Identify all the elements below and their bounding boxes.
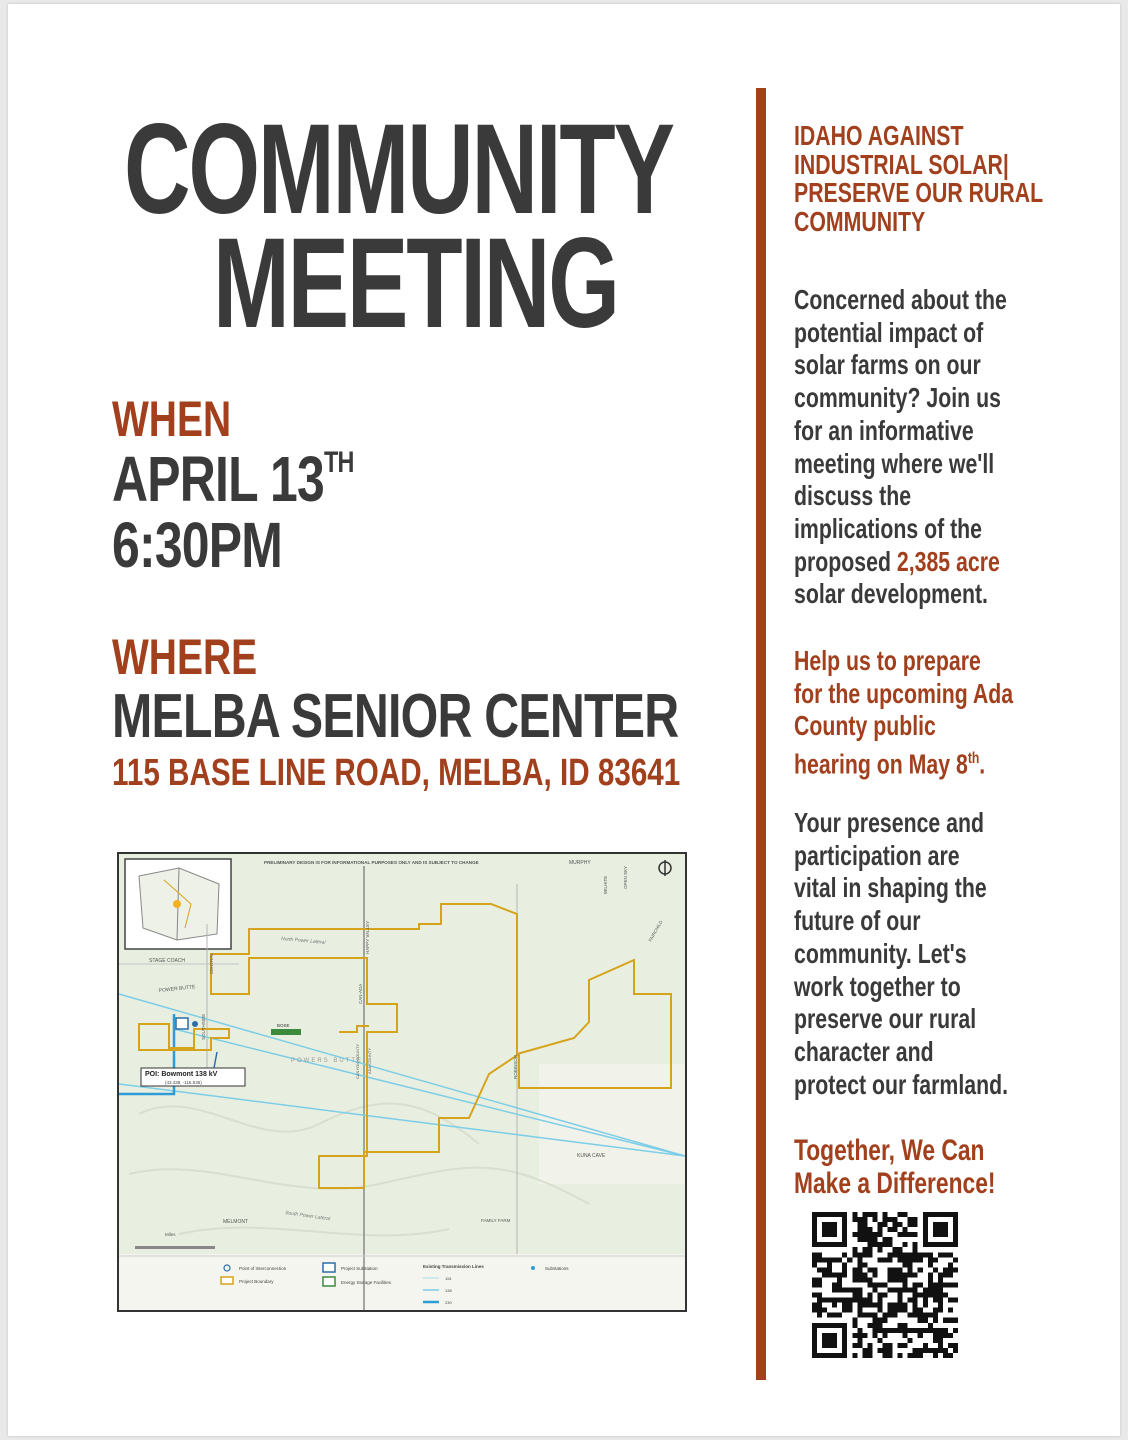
meeting-date: [112, 442, 354, 516]
poi-label: POI: Bowmont 138 kV: [145, 1071, 218, 1078]
concern-line: solar farms on our: [794, 349, 981, 381]
date-suffix: TH: [324, 446, 354, 479]
help-line: for the upcoming Ada: [794, 677, 1014, 709]
energy-storage-facility: [271, 1029, 301, 1035]
concern-line: meeting where we'll: [794, 447, 995, 479]
label-north-power-lateral: North Power Lateral: [280, 936, 326, 946]
concern-line: [794, 546, 1022, 579]
title-line-2: MEETING: [213, 212, 618, 355]
concern-line: solar development.: [794, 578, 988, 610]
presence-line: protect our farmland.: [794, 1068, 1009, 1100]
label-kuna-cave: KUNA CAVE: [577, 1153, 606, 1159]
legend-kv-115: 115: [445, 1276, 452, 1281]
scale-bar: [135, 1246, 215, 1249]
presence-line: future of our: [794, 905, 921, 937]
map-field-patch: [539, 1064, 685, 1184]
legend-substations-text: Substations: [545, 1266, 569, 1271]
title-line-1: COMMUNITY: [124, 98, 673, 241]
help-last-end: .: [979, 748, 986, 780]
presence-line: Your presence and: [794, 807, 985, 838]
concern-line: implications of the: [794, 512, 982, 544]
qr-code[interactable]: [812, 1212, 958, 1358]
legend-lines-title: Existing Transmission Lines: [423, 1264, 484, 1269]
org-line: INDUSTRIAL SOLAR|: [794, 148, 1009, 180]
label-canyon-county: CANYON COUNTY: [355, 1043, 360, 1079]
legend-storage-text: Energy Storage Facilities: [341, 1280, 392, 1285]
date-text: APRIL 13: [112, 443, 325, 515]
help-last-sup: th: [967, 750, 980, 768]
org-line: IDAHO AGAINST: [794, 120, 964, 151]
org-name: [794, 122, 1094, 236]
help-line: Help us to prepare: [794, 645, 981, 676]
flyer-page: [8, 4, 1120, 1436]
concern-prefix: proposed: [794, 545, 897, 577]
acreage-highlight: 2,385 acre: [896, 545, 1000, 577]
label-south-power-lateral: South Power Lateral: [284, 1210, 331, 1223]
concern-line: community? Join us: [794, 382, 1001, 414]
label-open-sky: OPEN SKY: [623, 865, 628, 889]
legend-kv-138: 138: [445, 1288, 452, 1293]
qr-code-graphic: [812, 1212, 958, 1358]
label-can-ada: CAN-ADA: [358, 983, 363, 1004]
legend-poi-text: Point of Interconnection: [239, 1266, 287, 1271]
presence-line: community. Let's: [794, 937, 967, 969]
presence-line: vital in shaping the: [794, 872, 987, 904]
legend-boundary-icon: [221, 1277, 233, 1284]
presence-line: preserve our rural: [794, 1003, 977, 1035]
label-ada-county: ADA COUNTY: [367, 1047, 372, 1074]
poi-coords: (43.438, -116.535): [165, 1080, 202, 1085]
label-murphy: MURPHY: [569, 860, 591, 866]
label-wilhite: WILHITE: [603, 875, 608, 894]
inset-project-marker: [173, 900, 181, 908]
project-substation-icon: [176, 1018, 188, 1029]
scale-label: Miles: [165, 1232, 176, 1237]
legend-storage-icon: [323, 1277, 335, 1286]
map-banner: PRELIMINARY DESIGN IS FOR INFORMATIONAL PURPOSES ONLY AND IS SUBJECT TO CHANGE: [264, 860, 479, 865]
concern-paragraph: [794, 284, 1094, 611]
concern-line: for an informative: [794, 414, 974, 446]
slogan-line: Together, We Can: [794, 1134, 985, 1167]
label-southside: SOUTHSIDE: [201, 1013, 206, 1040]
label-happy-valley: HAPPY VALLEY: [365, 920, 370, 954]
label-family-farm: FAMILY FARM: [481, 1218, 511, 1223]
help-paragraph: [794, 645, 1094, 781]
project-map: [117, 852, 687, 1312]
venue-address: 115 BASE LINE ROAD, MELBA, ID 83641: [112, 752, 681, 794]
concern-line: potential impact of: [794, 316, 984, 348]
presence-line: participation are: [794, 839, 960, 871]
meeting-time: 6:30PM: [112, 509, 283, 581]
label-central: CENTRAL: [209, 952, 214, 974]
label-power-butte: POWER BUTTE: [158, 984, 196, 994]
presence-line: work together to: [794, 970, 961, 1002]
label-melmont: MELMONT: [223, 1219, 248, 1225]
presence-line: character and: [794, 1035, 934, 1067]
poi-marker: [192, 1021, 198, 1027]
legend-substation-text: Project Substation: [341, 1266, 378, 1271]
presence-paragraph: [794, 807, 1094, 1101]
label-stage-coach: STAGE COACH: [149, 958, 186, 964]
help-last-text: hearing on May 8: [794, 748, 968, 780]
slogan-line: Make a Difference!: [794, 1167, 996, 1200]
concern-line: Concerned about the: [794, 284, 1007, 315]
help-line: [794, 743, 1022, 781]
label-bose: BOSE: [277, 1023, 290, 1028]
vertical-divider: [756, 88, 766, 1380]
label-fairchild: FAIRCHILD: [647, 919, 664, 943]
legend-boundary-text: Project Boundary: [239, 1279, 274, 1284]
where-heading: WHERE: [112, 629, 258, 685]
label-robinson: ROBINSON: [513, 1054, 518, 1079]
help-line: County public: [794, 710, 936, 742]
legend-substation-icon: [323, 1263, 335, 1272]
legend-substations-icon: [531, 1266, 535, 1270]
org-line: COMMUNITY: [794, 205, 926, 237]
legend-kv-230: 230: [445, 1300, 452, 1305]
label-powers-butte: POWERS BUTTE: [291, 1058, 364, 1064]
project-map-graphic: [119, 854, 685, 1310]
org-line: PRESERVE OUR RURAL: [794, 177, 1044, 208]
venue-name: MELBA SENIOR CENTER: [112, 682, 679, 751]
when-heading: WHEN: [112, 391, 232, 447]
concern-line: discuss the: [794, 480, 912, 512]
together-slogan: [794, 1134, 1094, 1200]
